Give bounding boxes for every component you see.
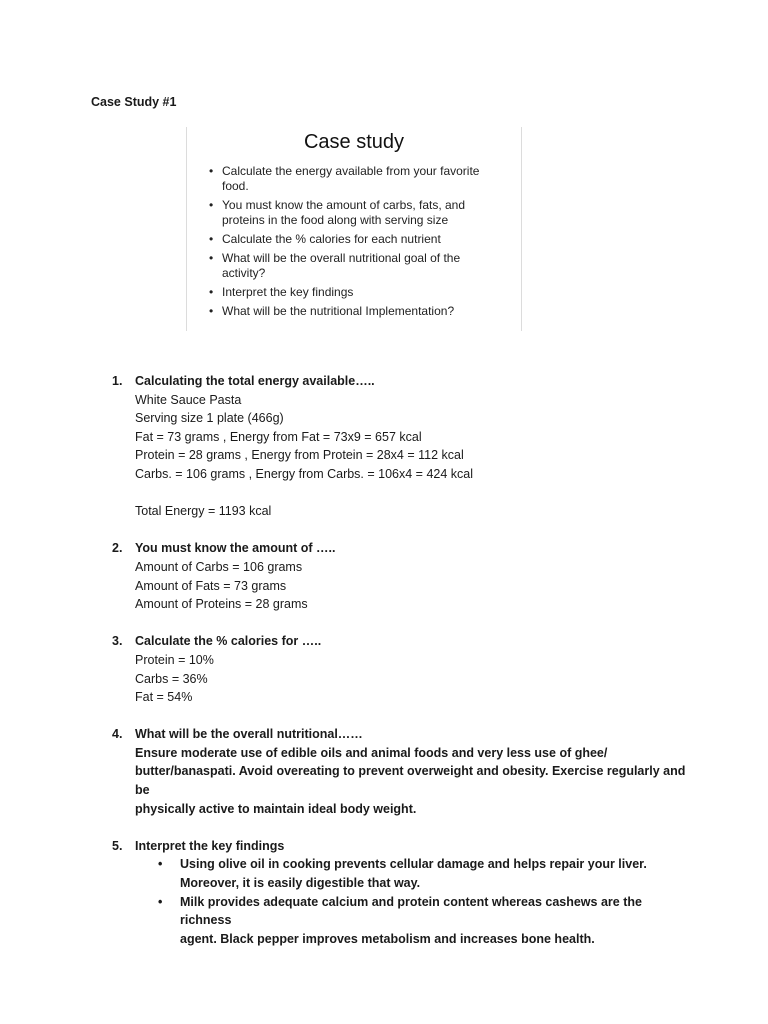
slide-bullet: • You must know the amount of carbs, fats, and proteins in the food along with serving size xyxy=(209,198,502,228)
finding-item xyxy=(180,893,688,949)
section-number: 4. xyxy=(112,727,123,742)
slide-bullet: • What will be the overall nutritional goal of the activity? xyxy=(209,251,502,281)
section-percent-calories xyxy=(108,632,688,706)
findings-list xyxy=(135,855,688,948)
section-line: Fat = 73 grams , Energy from Fat = 73x9 = 657 kcal xyxy=(135,429,422,444)
finding-item xyxy=(180,855,688,892)
finding-line: Moreover, it is easily digestible that way. xyxy=(180,876,421,891)
slide-bullet: • What will be the nutritional Implementation? xyxy=(209,304,502,319)
section-line: Amount of Proteins = 28 grams xyxy=(135,597,308,612)
section-heading: Interpret the key findings xyxy=(135,838,285,853)
slide-title: Case study xyxy=(303,131,405,153)
section-line: Ensure moderate use of edible oils and animal foods and very less use of ghee/ xyxy=(135,745,608,760)
slide-bullet: • Calculate the % calories for each nutrient xyxy=(209,232,502,247)
slide-bullet: • Calculate the energy available from your favorite food. xyxy=(209,164,502,194)
section-line: Amount of Fats = 73 grams xyxy=(135,578,287,593)
case-study-slide-image xyxy=(186,127,522,331)
section-nutritional-goal xyxy=(108,725,688,818)
section-amounts xyxy=(108,539,688,613)
section-heading: Calculating the total energy available….. xyxy=(135,374,375,388)
section-line: Carbs. = 106 grams , Energy from Carbs. = 106x4 = 424 kcal xyxy=(135,466,474,481)
section-heading: Calculate the % calories for ….. xyxy=(135,634,322,649)
answer-sections xyxy=(108,372,688,967)
finding-line: • Milk provides adequate calcium and protein content whereas cashews are the richness xyxy=(180,894,642,928)
section-line: butter/banaspati. Avoid overeating to prevent overweight and obesity. Exercise regularly and be xyxy=(135,764,686,798)
page-title: Case Study #1 xyxy=(91,95,177,109)
section-heading: What will be the overall nutritional…… xyxy=(135,727,363,742)
total-energy: Total Energy = 1193 kcal xyxy=(135,504,272,519)
section-key-findings xyxy=(108,837,688,949)
section-line: Carbs = 36% xyxy=(135,671,208,686)
finding-line: • Using olive oil in cooking prevents cellular damage and helps repair your liver. xyxy=(180,857,647,872)
section-energy xyxy=(108,372,688,521)
section-number: 5. xyxy=(112,838,123,853)
finding-line: agent. Black pepper improves metabolism and increases bone health. xyxy=(180,931,595,946)
slide-bullet-list xyxy=(187,164,521,319)
section-line: Protein = 10% xyxy=(135,652,214,667)
section-number: 2. xyxy=(112,541,123,556)
section-line: White Sauce Pasta xyxy=(135,392,242,407)
section-line: Serving size 1 plate (466g) xyxy=(135,411,284,426)
section-number: 3. xyxy=(112,634,123,649)
section-heading: You must know the amount of ….. xyxy=(135,541,336,556)
slide-bullet: • Interpret the key findings xyxy=(209,285,502,300)
section-line: Protein = 28 grams , Energy from Protein = 28x4 = 112 kcal xyxy=(135,448,464,463)
section-line: physically active to maintain ideal body weight. xyxy=(135,801,417,816)
section-line: Fat = 54% xyxy=(135,690,193,705)
section-line: Amount of Carbs = 106 grams xyxy=(135,559,303,574)
section-number: 1. xyxy=(112,374,123,388)
